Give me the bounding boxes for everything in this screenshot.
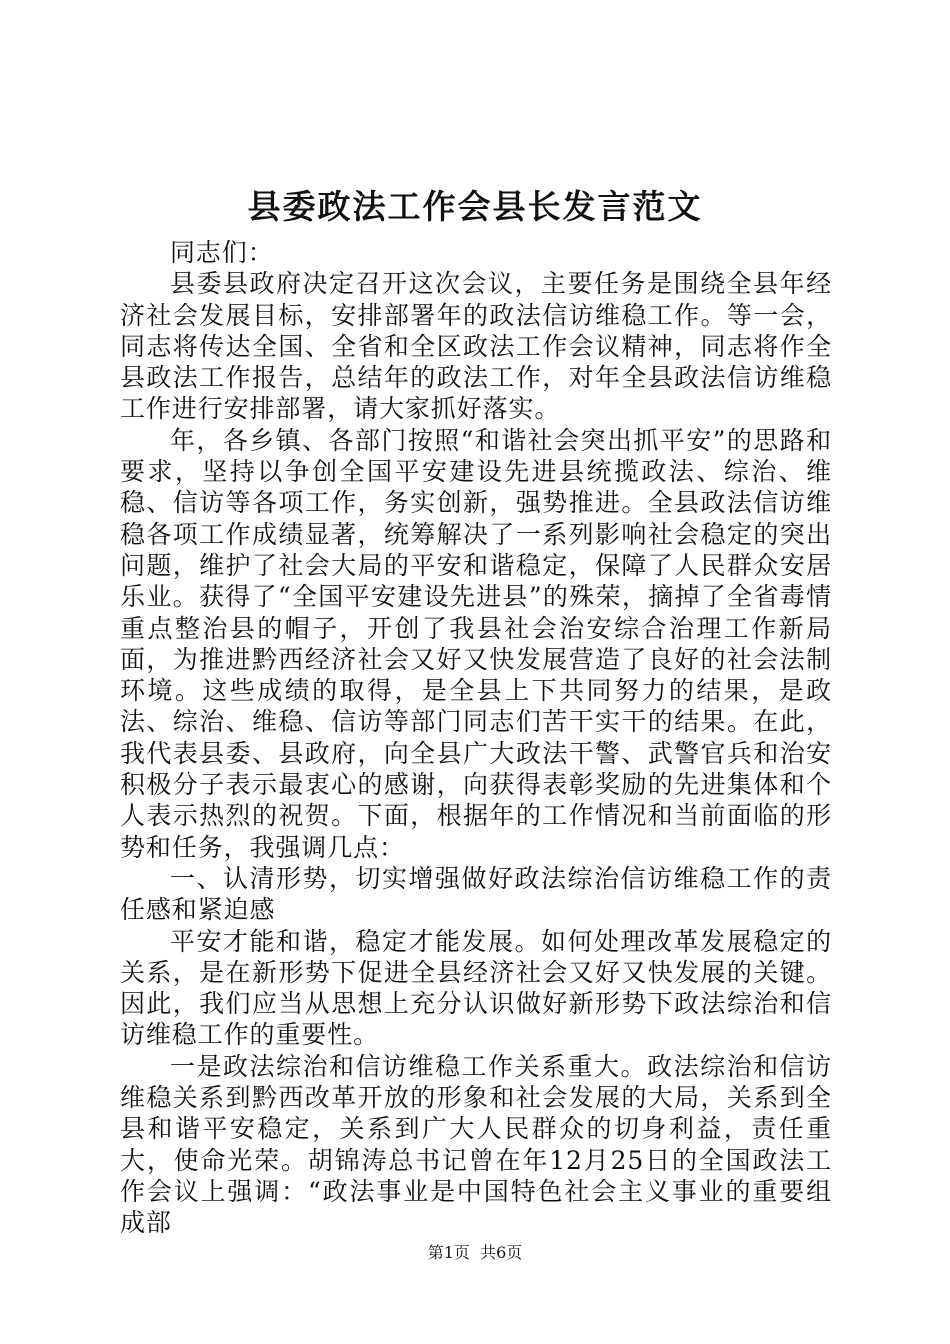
salutation-paragraph: 同志们：	[170, 238, 274, 267]
footer-spacer	[470, 1243, 480, 1262]
section-heading: 一、认清形势，切实增强做好政法综治信访维稳工作的责任感和紧迫感	[120, 863, 832, 925]
document-body	[120, 237, 832, 1239]
document-title: 县委政法工作会县长发言范文	[247, 187, 703, 226]
page-number: 第1页	[427, 1243, 470, 1262]
body-paragraph: 县委县政府决定召开这次会议，主要任务是围绕全县年经济社会发展目标，安排部署年的政法信访维稳工作。等一会，同志将传达全国、全省和全区政法工作会议精神，同志将作全县政法工作报告，总结年的政法工作，对年全县政法信访维稳工作进行安排部署，请大家抓好落实。	[120, 269, 832, 424]
body-paragraph: 平安才能和谐，稳定才能发展。如何处理改革发展稳定的关系，是在新形势下促进全县经济社会又好又快发展的关键。因此，我们应当从思想上充分认识做好新形势下政法综治和信访维稳工作的重要性。	[120, 926, 832, 1050]
body-paragraph: 一是政法综治和信访维稳工作关系重大。政法综治和信访维稳关系到黔西改革开放的形象和社会发展的大局，关系到全县和谐平安稳定，关系到广大人民群众的切身利益，责任重大，使命光荣。胡锦涛总书记曾在年12月25日的全国政法工作会议上强调：“政法事业是中国特色社会主义事业的重要组成部	[120, 1051, 832, 1238]
page-footer	[0, 1241, 950, 1265]
body-paragraph: 年，各乡镇、各部门按照“和谐社会突出抓平安”的思路和要求，坚持以争创全国平安建设先进县统揽政法、综治、维稳、信访等各项工作，务实创新，强势推进。全县政法信访维稳各项工作成绩显著，统筹解决了一系列影响社会稳定的突出问题，维护了社会大局的平安和谐稳定，保障了人民群众安居乐业。获得了“全国平安建设先进县”的殊荣，摘掉了全省毒情重点整治县的帽子，开创了我县社会治安综合治理工作新局面，为推进黔西经济社会又好又快发展营造了良好的社会法制环境。这些成绩的取得，是全县上下共同努力的结果，是政法、综治、维稳、信访等部门同志们苦干实干的结果。在此，我代表县委、县政府，向全县广大政法干警、武警官兵和治安积极分子表示最衷心的感谢，向获得表彰奖励的先进集体和个人表示热烈的祝贺。下面，根据年的工作情况和当前面临的形势和任务，我强调几点：	[120, 425, 832, 862]
page-total: 共6页	[480, 1243, 523, 1262]
